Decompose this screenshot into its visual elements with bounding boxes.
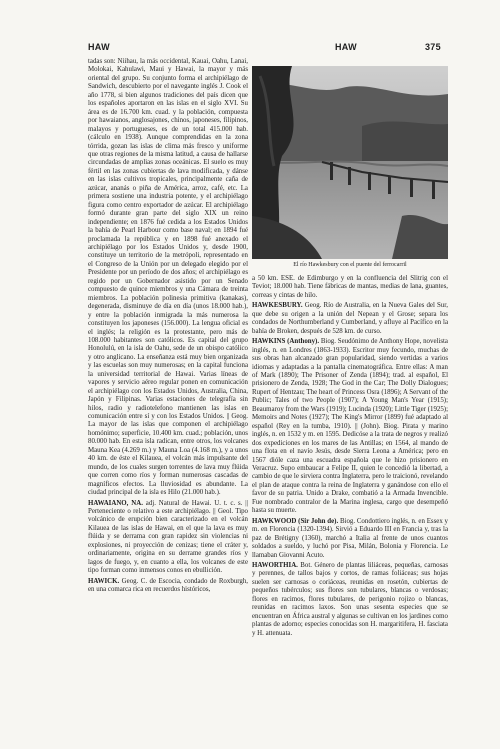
entry-text: adj. Natural de Hawai. U. t. c. s. || Perteneciente o relativo a este archipiélago. || Geol. Tipo volcánico de erupción bien caracterizado en el volcán Kilauea de las islas de Hawai, en el que la lava es muy flúida y se derrama con gran rapidez sin violencias ni explosiones, ni proyección de cenizas; tiene el cráter y, ordinariamente, origina en su derrame grandes ríos y lagos de fuego, y, en cuanto a ella, los volcanes de este tipo forman como inmensos conos en ebullición.	[88, 499, 248, 575]
entry-text: a 50 km. ESE. de Edimburgo y en la confluencia del Slitrig con el Teviot; 18.000 hab. Tiene fábricas de mantas, medias de lana, guantes, correas y cintas de hilo.	[252, 275, 448, 299]
entry-paragraph	[88, 500, 248, 576]
left-column	[88, 58, 248, 723]
entry-paragraph	[252, 275, 448, 300]
page-number: 375	[425, 42, 441, 52]
entry-paragraph	[252, 338, 448, 516]
photo-caption: El río Hawkesbury con el puente del ferrocarril	[293, 262, 407, 268]
entry-headword: HAWKWOOD (Sir John de).	[252, 517, 339, 525]
entry-paragraph	[252, 302, 448, 336]
header-left-keyword: HAW	[88, 42, 110, 52]
entry-text: Bot. Género de plantas liliáceas, pequeñas, carnosas y perennes, de tallos bajos y cortos, de ramas foliáceas; sus hojas suelen ser carnosas o coriáceas, reunidas en rosetón, cubiertas de pequeños tubérculos; sus flores son tubulares, blancas o verdosas; flores en racimos, flores tubulares, de perigonio rojizo o blancas, reunidas en racimos laxos. Son unas sesenta especies que se encuentran en África austral y algunas se cultivan en los jardines como plantas de adorno; especies conocidas son H. margaritifera, H. fasciata y H. attenuata.	[252, 561, 448, 637]
entry-text: Geog. C. de Escocia, condado de Roxburgh, en una comarca rica en recuerdos históricos,	[88, 577, 248, 594]
right-column	[252, 275, 448, 723]
entry-paragraph	[88, 58, 248, 498]
entry-text: Geog. Río de Australia, en la Nueva Gales del Sur, que debe su origen a la unión del Nepean y el Grose; separa los condados de Northumberland y Cumberland, y afluye al Pacífico en la bahía de Broken, después de 528 km. de curso.	[252, 302, 448, 335]
entry-paragraph	[252, 562, 448, 638]
entry-headword: HAWAIANO, NA.	[88, 499, 143, 507]
river-bridge-photo	[252, 66, 448, 259]
entry-paragraph	[88, 578, 248, 595]
entry-text: tadas son: Niihau, la más occidental, Kauai, Oahu, Lanai, Molokai, Kahulawi, Maui y Hawai, la mayor y más oriental del grupo. Su conjunto forma el archipiélago de Sandwich, descubierto por el navegante inglés J. Cook el año 1778, si bien algunos tradiciones del país dicen que los españoles aportaron en las islas en el siglo XVI. Su área es de 16.700 km. cuad. y la población, compuesta por hawaianos, anglosajones, chinos, japoneses, filipinos, malayos y portugueses, es de un total 415.000 hab. (cálculo en 1938). Aunque comprendidas en la zona tórrida, gozan las islas de clima más fresco y uniforme que otras regiones de la misma latitud, a causa de hallarse circundadas de amplias zonas oceánicas. El suelo es muy fértil en las zonas cubiertas de lava modificada, y dánse en las islas cultivos tropicales, principalmente caña de azúcar, ananás o piña de América, arroz, café, etc. La primera sostiene una industria potente, y el archipiélago figura como centro exportador de azúcar. El archipiélago formó durante gran parte del siglo XIX un reino independiente; en 1876 fué cedida a los Estados Unidos la bahía de Pearl Harbour como base naval; en 1894 fué proclamada la república y en 1898 fué anexado el archipiélago por los Estados Unidos y, desde 1900, constituye un territorio de la metrópoli, representado en el Congreso de la Unión por un delegado elegido por el Presidente por un período de dos años; el archipiélago es regido por un Gobernador asistido por un Senado compuesto de quince miembros y una Cámara de treinta miembros. La población polinesia primitiva (kanakas), degenerada, disminuye de día en día (unos 18.000 hab.), y entre la población inmigrada la más numerosa la constituyen los japoneses (156.000). La lengua oficial es el inglés; la religión es la protestante, pero más de 108.000 habitantes son católicos. Es capital del grupo Honolulú, en la isla de Oahu, sede de un obispo católico y otro anglicano. La enseñanza está muy bien organizada y las escuelas son muy numerosas; en la capital funciona la universidad territorial de Hawai. Varias líneas de vapores y servicio aéreo regular ponen en comunicación el archipiélago con los Estados Unidos, Australia, China, Japón y Filipinas. Varias estaciones de telegrafía sin hilos, radio y radiotelefono mantienen las islas en comunicación entre sí y con los Estados Unidos. || Geog. La mayor de las islas que componen el archipiélago homónimo; superficie, 10.400 km. cuad.; población, unos 80.000 hab. En esta isla radican, entre otros, los volcanes Mauna Kea (4.269 m.) y Mauna Loa (4.168 m.), y a unos 40 km. de éste el Kilauea, el volcán más impulsante del mundo, de los cuales surgen torrentes de lava muy flúida que corren como ríos y forman numerosas cascadas de magníficos efectos. La lluviosidad es abundante. La ciudad principal de la isla es Hilo (21.000 hab.).	[88, 58, 248, 497]
entry-headword: HAWICK.	[88, 577, 120, 585]
header-center-keyword: HAW	[335, 42, 357, 52]
entry-headword: HAWKINS (Anthony).	[252, 338, 320, 346]
entry-paragraph	[252, 518, 448, 560]
entry-headword: HAWKESBURY.	[252, 302, 303, 310]
entry-text: Biog. Seudónimo de Anthony Hope, novelista inglés, n. en Londres (1863-1933). Escritor muy fecundo, muchas de sus obras han alcanzado gran popularidad, siendo vertidas a varios idiomas y adaptadas a la pantalla cinematográfica. Entre ellas: A man of Mark (1890); The Prisoner of Zenda (1894); trad. al español, El prisionero de Zenda, 1928; The God in the Car; The Dolly Dialogues; Rupert of Hentzau; The heart of Princess Osra (1896); A Servant of the Public; Tales of two People (1907); A Young Man's Year (1915); Beaumaroy from the Wars (1919); Lucinda (1920); Little Tiger (1925); Memoirs and Notes (1927); The King's Mirror (1899) fué adaptado al español (Rey en la tumba, 1910). || (John). Biog. Pirata y marino inglés, n. en 1532 y m. en 1595. Dedicóse a la trata de negros y realizó dos expediciones en los mares de las Antillas; en 1564, al mando de una flota en el navío Jesús, desde Sierra Leona a América; pero en 1567 dióle caza una escuadra española que le hizo prisionero en Veracruz. Supo embaucar a Felipe II, quien le concedió la libertad, a cambio de que le sirviera contra Inglaterra, pero le traicionó, revelando el plan de ataque contra la reina de Inglaterra y ganándose con ello el favor de su patria. Unido a Drake, combatió a la Armada Invencible. Fue nombrado contralor de la Marina inglesa, cargo que desempeñó hasta su muerte.	[252, 338, 448, 515]
entry-text: Biog. Condottiero inglés, n. en Essex y m. en Florencia (1320-1394). Sirvió a Eduardo III en Francia y, tras la paz de Brétigny (1360), marchó a Italia al frente de unos cuantos soldados a sueldo, y luchó por Pisa, Milán, Bolonia y Florencia. Le llamaban Giovanni Acuto.	[252, 517, 448, 559]
entry-headword: HAWORTHIA.	[252, 561, 298, 569]
photo-illustration	[252, 66, 448, 259]
